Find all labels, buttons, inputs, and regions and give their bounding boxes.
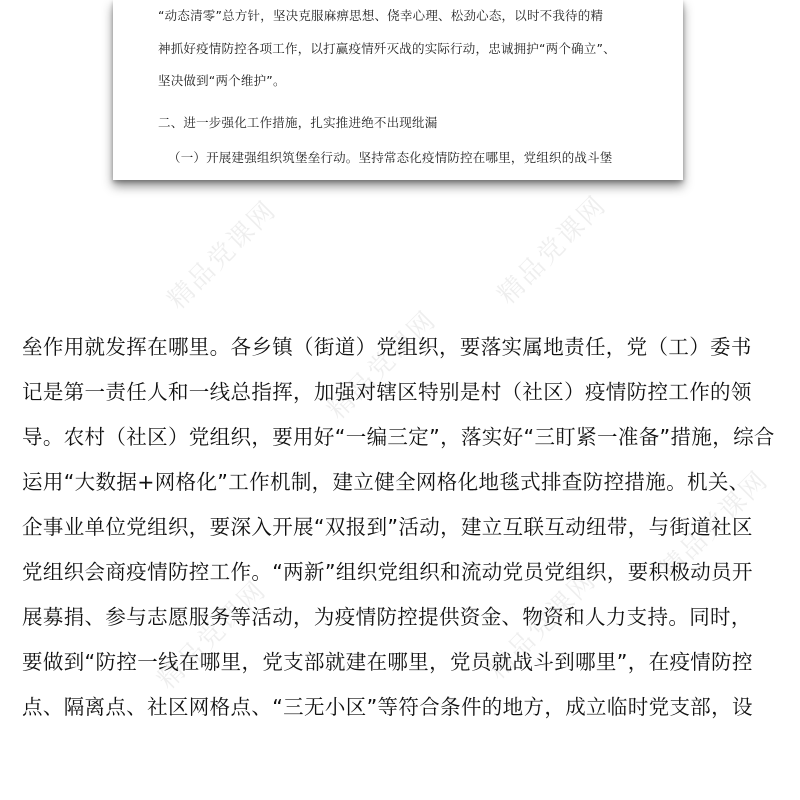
watermark: 精品党课网 xyxy=(152,575,273,696)
preview-line: 神抓好疫情防控各项工作，以打赢疫情歼灭战的实际行动，忠诚拥护“两个确立”、 xyxy=(158,41,616,56)
watermark: 精品党课网 xyxy=(654,465,775,586)
body-line: 党组织会商疫情防控工作。“两新”组织党组织和流动党员党组织，要积极动员开 xyxy=(22,560,753,584)
body-line: 展募捐、参与志愿服务等活动，为疫情防控提供资金、物资和人力支持。同时， xyxy=(22,605,752,629)
body-line: 运用“大数据+网格化”工作机制，建立健全网格化地毯式排查防控措施。机关、 xyxy=(22,470,750,494)
preview-section-heading: 二、进一步强化工作措施，扎实推进绝不出现纰漏 xyxy=(158,115,438,130)
body-line: 企事业单位党组织，要深入开展“双报到”活动，建立互联互动纽带，与街道社区 xyxy=(22,515,753,539)
document-preview-card xyxy=(113,0,683,180)
body-line: 垒作用就发挥在哪里。各乡镇（街道）党组织，要落实属地责任，党（工）委书 xyxy=(22,335,752,359)
watermark: 精品党课网 xyxy=(492,190,613,311)
preview-line: 坚决做到“两个维护”。 xyxy=(158,73,286,88)
document-body xyxy=(22,328,782,733)
body-line: 记是第一责任人和一线总指挥，加强对辖区特别是村（社区）疫情防控工作的领 xyxy=(22,380,752,404)
body-line: 点、隔离点、社区网格点、“三无小区”等符合条件的地方，成立临时党支部，设 xyxy=(22,695,753,719)
preview-line: （一）开展建强组织筑堡垒行动。坚持常态化疫情防控在哪里，党组织的战斗堡 xyxy=(168,150,613,165)
preview-line: “动态清零”总方针，坚决克服麻痹思想、侥幸心理、松劲心态，以时不我待的精 xyxy=(158,8,604,23)
watermark: 精品党课网 xyxy=(322,305,443,426)
body-line: 要做到“防控一线在哪里，党支部就建在哪里，党员就战斗到哪里”，在疫情防控 xyxy=(22,650,753,674)
body-line: 导。农村（社区）党组织，要用好“一编三定”，落实好“三盯紧一准备”措施，综合 xyxy=(22,425,775,449)
watermark: 精品党课网 xyxy=(162,195,283,316)
watermark: 精品党课网 xyxy=(482,565,603,686)
